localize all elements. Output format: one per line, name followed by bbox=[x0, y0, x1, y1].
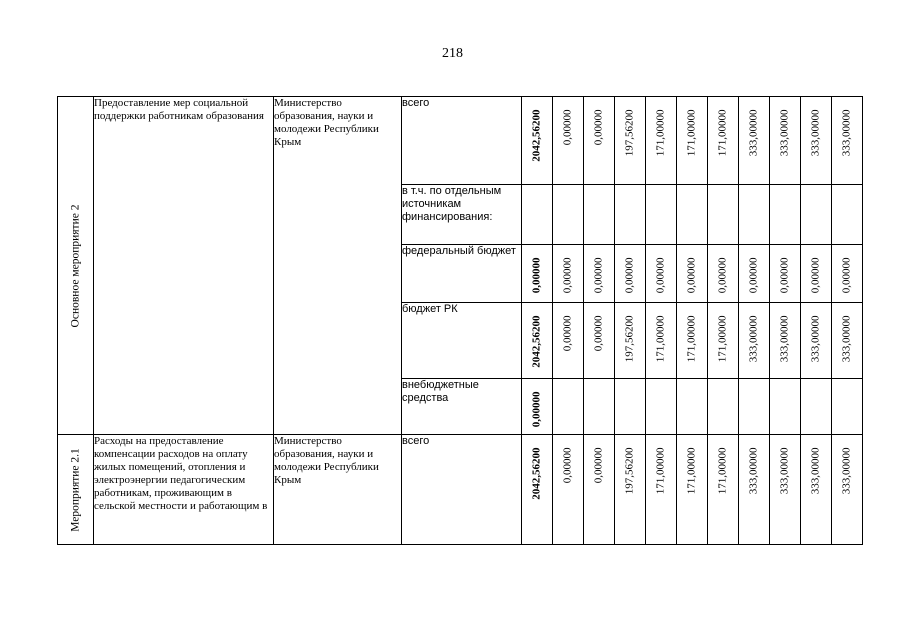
value-cell bbox=[553, 435, 584, 545]
year-value: 0,00000 bbox=[561, 447, 574, 484]
value-cell bbox=[770, 435, 801, 545]
value-cell bbox=[522, 303, 553, 379]
value-cell bbox=[646, 97, 677, 185]
value-cell bbox=[770, 185, 801, 245]
year-value: 0,00000 bbox=[716, 257, 729, 294]
value-cell bbox=[584, 379, 615, 435]
table-row bbox=[58, 97, 863, 185]
year-value: 197,56200 bbox=[623, 109, 636, 157]
year-value: 333,00000 bbox=[840, 315, 853, 363]
value-cell bbox=[553, 97, 584, 185]
source-label: бюджет РК bbox=[402, 303, 522, 379]
table-row bbox=[58, 435, 863, 545]
value-cell bbox=[522, 379, 553, 435]
year-value: 0,00000 bbox=[654, 257, 667, 294]
value-cell bbox=[832, 435, 863, 545]
value-cell bbox=[522, 97, 553, 185]
year-value: 333,00000 bbox=[747, 109, 760, 157]
value-cell bbox=[801, 435, 832, 545]
value-cell bbox=[739, 435, 770, 545]
year-value: 333,00000 bbox=[747, 447, 760, 495]
year-value: 197,56200 bbox=[623, 315, 636, 363]
source-label: в т.ч. по отдельным источникам финансирования: bbox=[402, 185, 522, 245]
source-label: всего bbox=[402, 435, 522, 545]
year-value: 0,00000 bbox=[561, 315, 574, 352]
value-cell bbox=[832, 379, 863, 435]
page-number: 218 bbox=[442, 46, 463, 61]
value-cell bbox=[739, 303, 770, 379]
year-value: 0,00000 bbox=[809, 257, 822, 294]
value-cell bbox=[832, 303, 863, 379]
activity-name: Предоставление мер социальной поддержки работникам образования bbox=[94, 97, 274, 435]
value-cell bbox=[615, 379, 646, 435]
value-cell bbox=[770, 245, 801, 303]
year-value: 333,00000 bbox=[747, 315, 760, 363]
year-value: 333,00000 bbox=[840, 447, 853, 495]
value-cell bbox=[832, 245, 863, 303]
activity-label: Мероприятие 2.1 bbox=[69, 447, 81, 532]
total-value: 0,00000 bbox=[530, 391, 543, 428]
value-cell bbox=[770, 97, 801, 185]
value-cell bbox=[584, 245, 615, 303]
year-value: 333,00000 bbox=[809, 447, 822, 495]
year-value: 333,00000 bbox=[778, 315, 791, 363]
year-value: 333,00000 bbox=[809, 109, 822, 157]
value-cell bbox=[522, 245, 553, 303]
year-value: 197,56200 bbox=[623, 447, 636, 495]
source-label: федеральный бюджет bbox=[402, 245, 522, 303]
value-cell bbox=[615, 185, 646, 245]
value-cell bbox=[708, 435, 739, 545]
value-cell bbox=[739, 245, 770, 303]
value-cell bbox=[677, 379, 708, 435]
year-value: 171,00000 bbox=[716, 447, 729, 495]
year-value: 171,00000 bbox=[685, 447, 698, 495]
year-value: 171,00000 bbox=[654, 109, 667, 157]
value-cell bbox=[615, 303, 646, 379]
value-cell bbox=[615, 97, 646, 185]
value-cell bbox=[677, 435, 708, 545]
year-value: 171,00000 bbox=[654, 315, 667, 363]
value-cell bbox=[584, 97, 615, 185]
year-value: 0,00000 bbox=[561, 109, 574, 146]
year-value: 333,00000 bbox=[840, 109, 853, 157]
value-cell bbox=[646, 303, 677, 379]
value-cell bbox=[832, 185, 863, 245]
source-label: внебюджетные средства bbox=[402, 379, 522, 435]
value-cell bbox=[708, 303, 739, 379]
activity-label-cell bbox=[58, 435, 94, 545]
value-cell bbox=[770, 303, 801, 379]
year-value: 0,00000 bbox=[592, 447, 605, 484]
value-cell bbox=[522, 435, 553, 545]
value-cell bbox=[677, 303, 708, 379]
year-value: 0,00000 bbox=[592, 257, 605, 294]
value-cell bbox=[708, 97, 739, 185]
value-cell bbox=[708, 185, 739, 245]
total-value: 2042,56200 bbox=[530, 447, 543, 500]
value-cell bbox=[553, 379, 584, 435]
total-value: 0,00000 bbox=[530, 257, 543, 294]
activity-name: Расходы на предоставление компенсации расходов на оплату жилых помещений, отопления и электроэнергии педагогическим работникам, проживающим в сельской местности и работающим в bbox=[94, 435, 274, 545]
value-cell bbox=[677, 185, 708, 245]
value-cell bbox=[708, 379, 739, 435]
year-value: 171,00000 bbox=[716, 109, 729, 157]
year-value: 0,00000 bbox=[747, 257, 760, 294]
value-cell bbox=[584, 185, 615, 245]
source-label: всего bbox=[402, 97, 522, 185]
value-cell bbox=[801, 379, 832, 435]
value-cell bbox=[801, 97, 832, 185]
total-value: 2042,56200 bbox=[530, 315, 543, 368]
responsible-org: Министерство образования, науки и молодежи Республики Крым bbox=[274, 435, 402, 545]
year-value: 333,00000 bbox=[778, 109, 791, 157]
value-cell bbox=[646, 435, 677, 545]
year-value: 0,00000 bbox=[623, 257, 636, 294]
value-cell bbox=[584, 303, 615, 379]
year-value: 0,00000 bbox=[778, 257, 791, 294]
value-cell bbox=[553, 303, 584, 379]
value-cell bbox=[739, 185, 770, 245]
value-cell bbox=[708, 245, 739, 303]
year-value: 0,00000 bbox=[561, 257, 574, 294]
year-value: 0,00000 bbox=[840, 257, 853, 294]
activity-label-cell bbox=[58, 97, 94, 435]
value-cell bbox=[522, 185, 553, 245]
responsible-org: Министерство образования, науки и молодежи Республики Крым bbox=[274, 97, 402, 435]
year-value: 333,00000 bbox=[809, 315, 822, 363]
year-value: 171,00000 bbox=[654, 447, 667, 495]
year-value: 0,00000 bbox=[685, 257, 698, 294]
activity-label: Основное мероприятие 2 bbox=[69, 204, 81, 327]
value-cell bbox=[646, 245, 677, 303]
value-cell bbox=[646, 185, 677, 245]
year-value: 0,00000 bbox=[592, 315, 605, 352]
value-cell bbox=[739, 97, 770, 185]
value-cell bbox=[584, 435, 615, 545]
value-cell bbox=[801, 185, 832, 245]
value-cell bbox=[615, 435, 646, 545]
year-value: 171,00000 bbox=[716, 315, 729, 363]
value-cell bbox=[646, 379, 677, 435]
value-cell bbox=[832, 97, 863, 185]
year-value: 0,00000 bbox=[592, 109, 605, 146]
budget-table bbox=[57, 96, 863, 545]
year-value: 333,00000 bbox=[778, 447, 791, 495]
year-value: 171,00000 bbox=[685, 315, 698, 363]
value-cell bbox=[677, 245, 708, 303]
total-value: 2042,56200 bbox=[530, 109, 543, 162]
value-cell bbox=[677, 97, 708, 185]
value-cell bbox=[553, 185, 584, 245]
value-cell bbox=[553, 245, 584, 303]
value-cell bbox=[801, 303, 832, 379]
year-value: 171,00000 bbox=[685, 109, 698, 157]
value-cell bbox=[770, 379, 801, 435]
value-cell bbox=[739, 379, 770, 435]
value-cell bbox=[615, 245, 646, 303]
value-cell bbox=[801, 245, 832, 303]
